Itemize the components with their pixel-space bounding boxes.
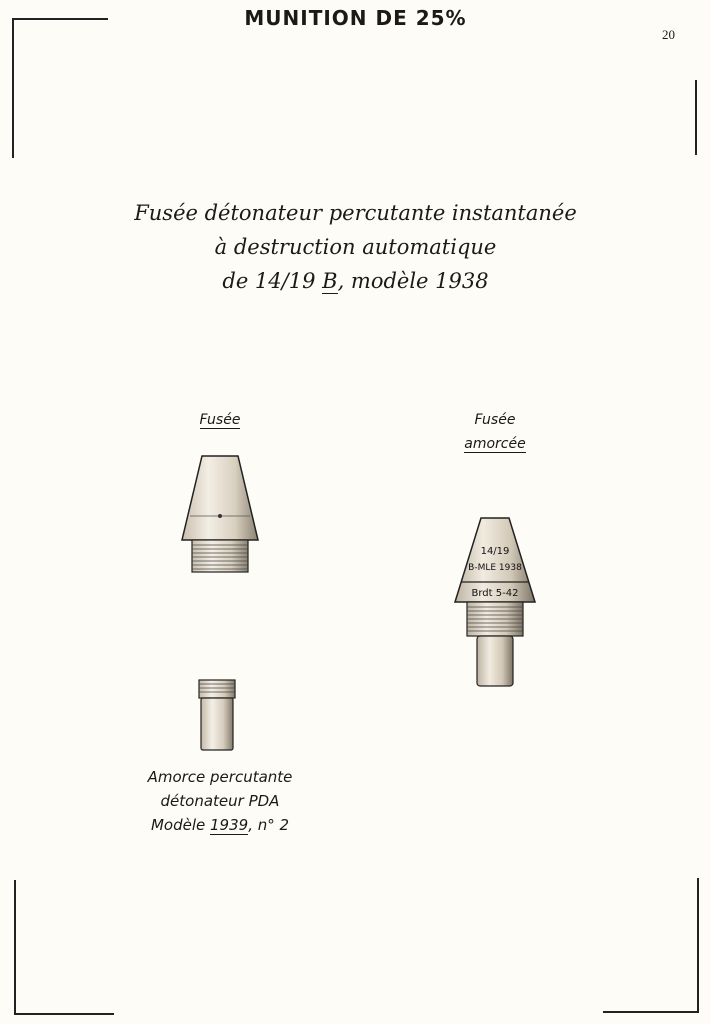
corner-mark-top-right (695, 80, 697, 155)
fusee-caption (160, 408, 280, 432)
page-number: 20 (662, 27, 675, 42)
fusee-amorcee-caption (430, 408, 560, 456)
page-header: MUNITION DE 25% (244, 6, 467, 30)
amorce-caption-line-2: détonateur PDA (160, 792, 280, 810)
amorce-caption (130, 765, 310, 837)
amorce-caption-line-3 (130, 813, 310, 837)
corner-mark-top-left (12, 18, 14, 158)
fusee-amorcee-label-1: Fusée (474, 412, 516, 428)
title-line-3-underlined: B (322, 269, 338, 293)
title-line-3 (0, 264, 711, 298)
corner-mark-bottom-right (697, 878, 699, 1013)
amorce-caption-line-3-underlined: 1939 (210, 816, 249, 834)
fusee-label: Fusée (199, 412, 241, 428)
title-line-1: Fusée détonateur percutante instantanée (134, 201, 577, 225)
document-title (0, 196, 711, 298)
amorce-illustration (192, 676, 242, 754)
amorce-caption-line-3-post: , n° 2 (248, 816, 290, 834)
title-line-2: à destruction automatique (214, 235, 497, 259)
fusee-amorcee-marking-2: B-MLE 1938 (468, 563, 522, 573)
fusee-amorcee-marking-1: 14/19 (480, 546, 510, 557)
corner-mark-bottom-left (14, 1013, 114, 1015)
corner-mark-bottom-right (603, 1011, 698, 1013)
fusee-illustration (170, 450, 270, 578)
fusee-amorcee-label-2: amorcée (464, 436, 526, 452)
amorce-caption-line-3-pre: Modèle (150, 816, 210, 834)
fusee-amorcee-illustration (445, 514, 545, 690)
title-line-3-post: , modèle 1938 (337, 269, 489, 293)
amorce-caption-line-1: Amorce percutante (147, 768, 293, 786)
fusee-amorcee-marking-3: Brdt 5-42 (471, 588, 519, 599)
corner-mark-bottom-left (14, 880, 16, 1015)
title-line-3-pre: de 14/19 (222, 269, 323, 293)
